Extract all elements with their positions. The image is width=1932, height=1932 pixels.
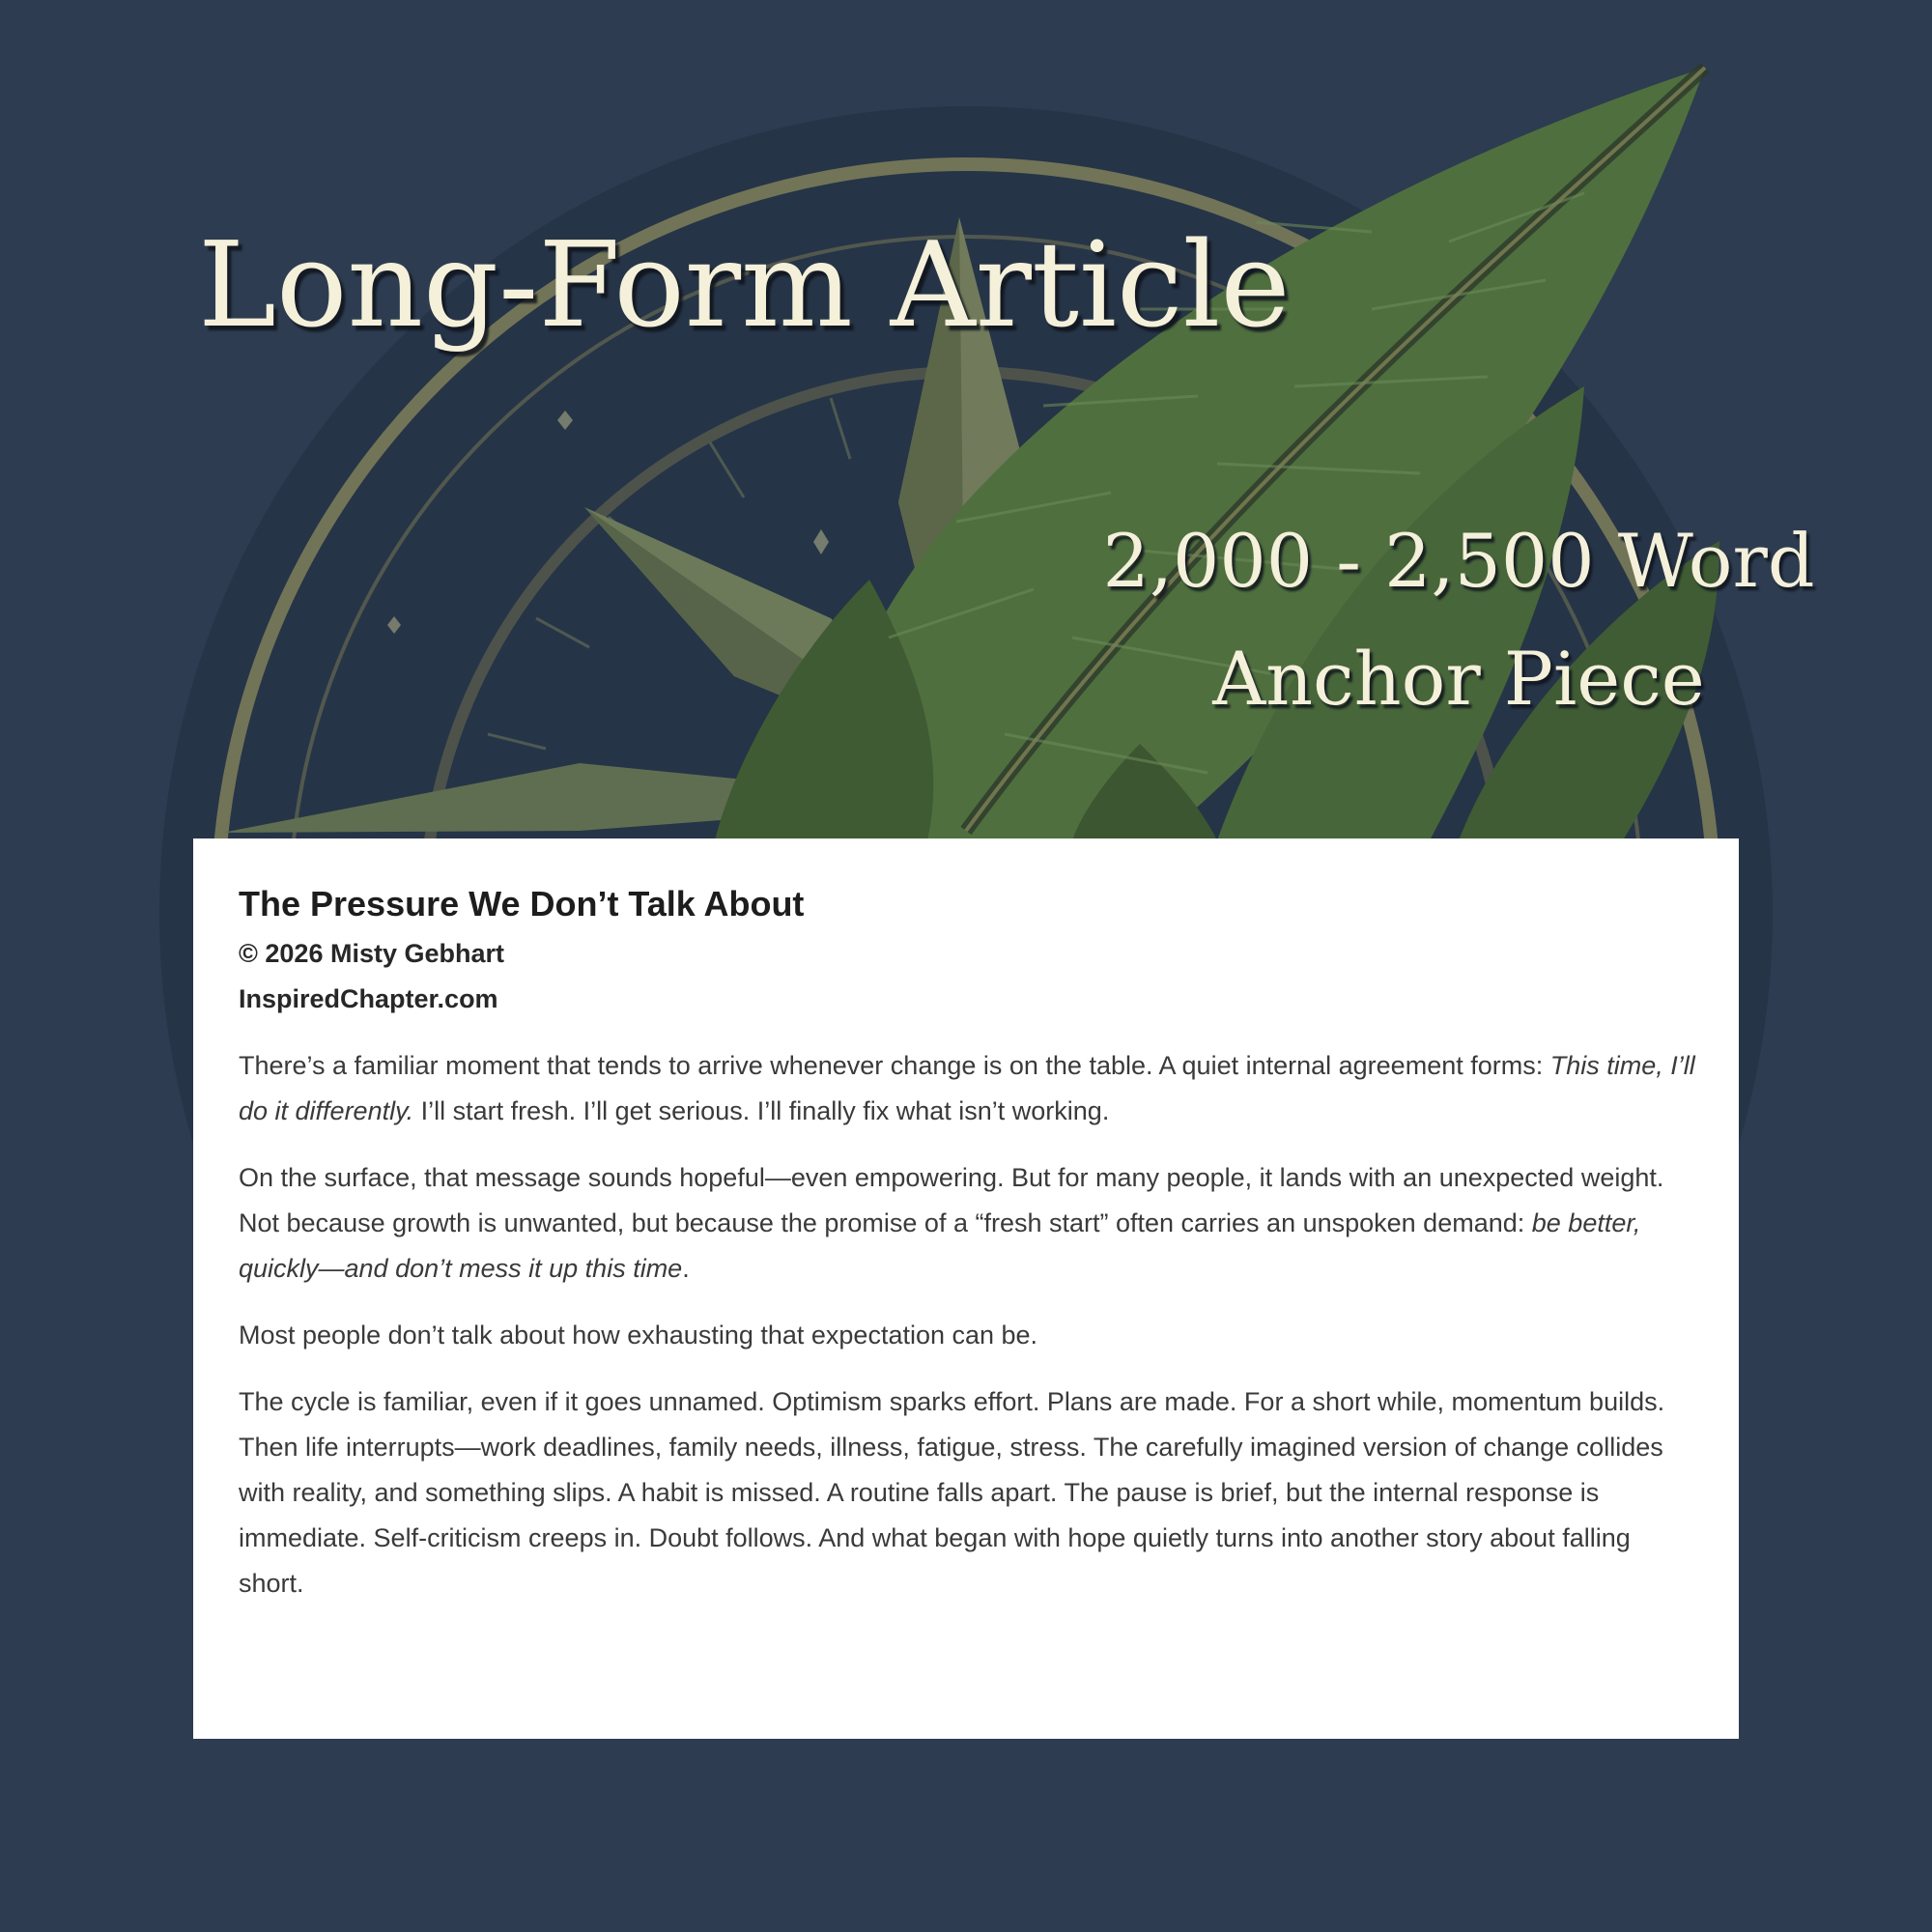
p1-emphasis: This time, I’ll do it differently.	[239, 1051, 1695, 1125]
article-title: The Pressure We Don’t Talk About	[239, 884, 805, 923]
article-paragraph-4: The cycle is familiar, even if it goes unnamed. Optimism sparks effort. Plans are made. For a short while, momentum builds. Then life interrupts—work deadlines, family needs, illness, fatigue, stress. The carefully imagined version of change collides with reality, and something slips. A habit is missed. A routine falls apart. The pause is brief, but the internal response is immediate. Self-criticism creeps in. Doubt follows. And what began with hope quietly turns into another story about falling short.	[239, 1387, 1665, 1598]
article-paragraph-1	[239, 1043, 1698, 1134]
article-paragraph-2	[239, 1155, 1698, 1292]
banner-subtitle-line2: Anchor Piece	[1212, 636, 1705, 722]
p2-emphasis: be better, quickly—and don’t mess it up this time	[239, 1208, 1641, 1283]
article-website: InspiredChapter.com	[239, 984, 498, 1013]
article-excerpt-card	[193, 838, 1739, 1739]
p1-text-b: I’ll start fresh. I’ll get serious. I’ll finally fix what isn’t working.	[413, 1096, 1110, 1125]
p2-text-a: On the surface, that message sounds hopeful—even empowering. But for many people, it lands with an unexpected weight. Not because growth is unwanted, but because the promise of a “fresh start” often carries an unspoken demand:	[239, 1163, 1664, 1237]
article-copyright: © 2026 Misty Gebhart	[239, 939, 504, 968]
p2-text-b: .	[682, 1254, 690, 1283]
banner-subtitle	[1024, 502, 1893, 738]
article-paragraph-3: Most people don’t talk about how exhausting that expectation can be.	[239, 1321, 1038, 1350]
p1-text-a: There’s a familiar moment that tends to arrive whenever change is on the table. A quiet internal agreement forms:	[239, 1051, 1550, 1080]
banner-title: Long-Form Article	[198, 216, 1291, 354]
banner-subtitle-line1: 2,000 - 2,500 Word	[1102, 518, 1815, 604]
